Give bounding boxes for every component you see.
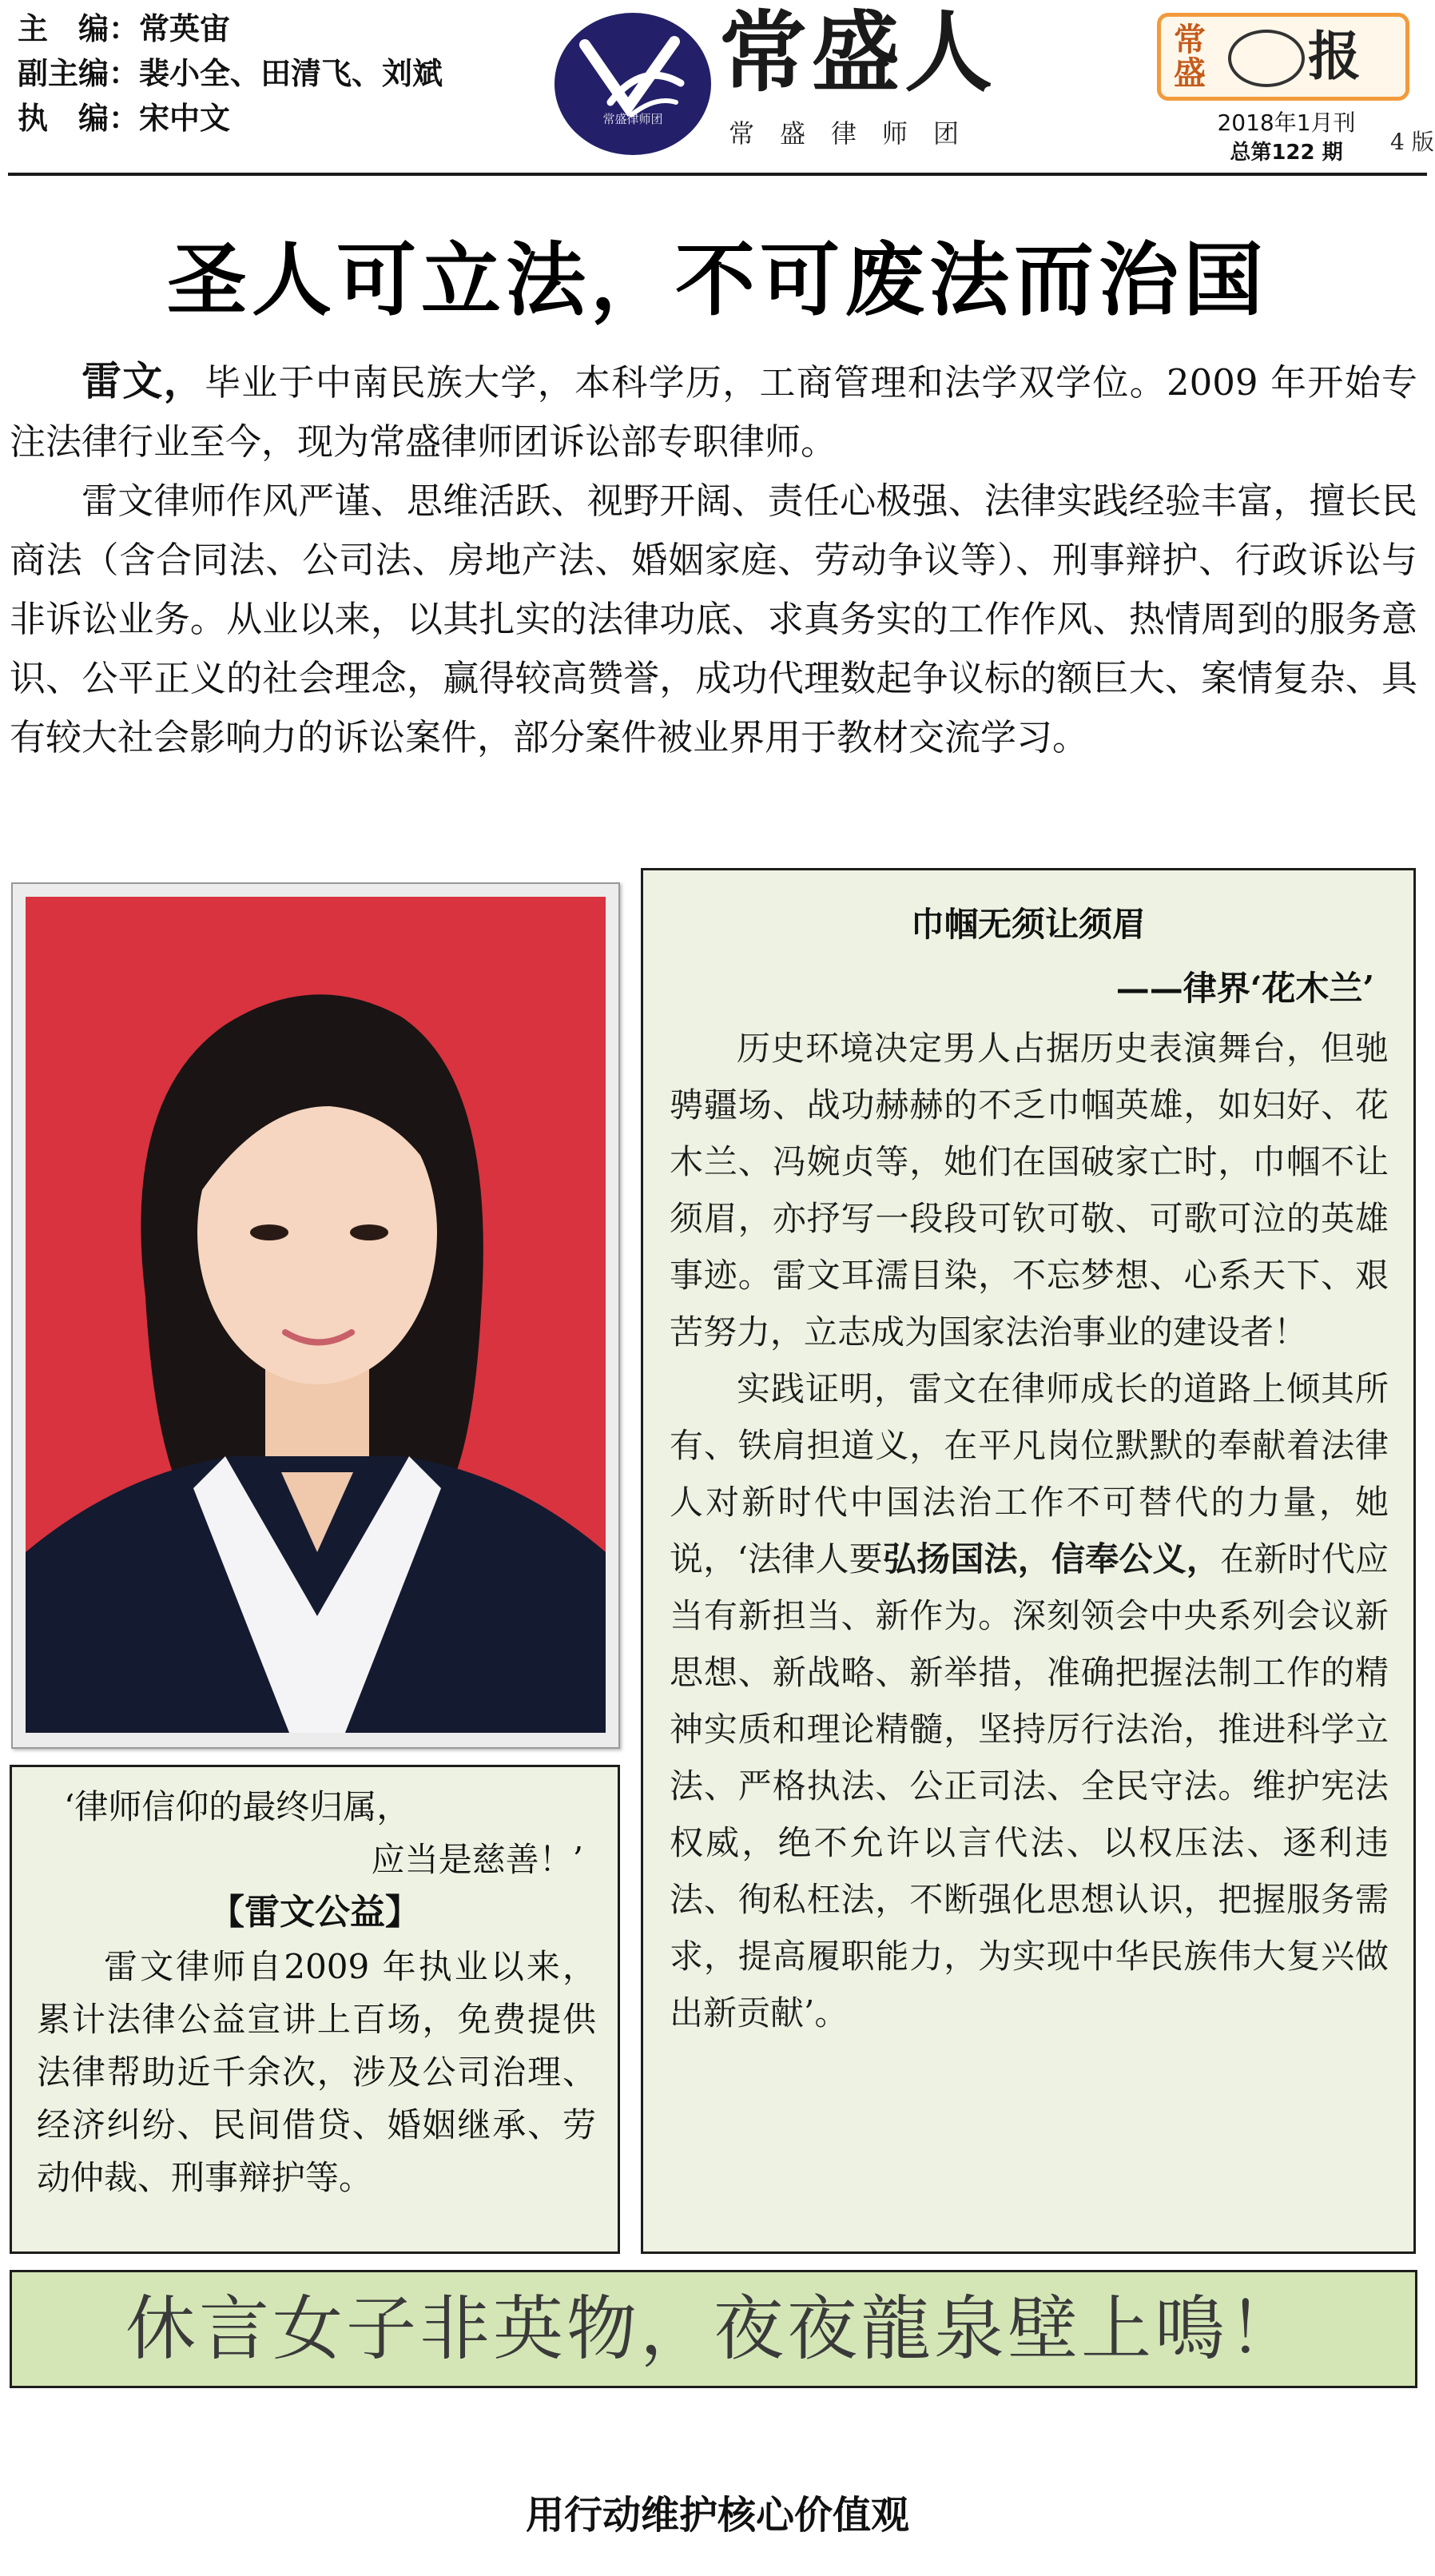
editor-role: 主 编： (18, 10, 140, 46)
editor-names: 裴小全、田清飞、刘斌 (139, 55, 443, 91)
article-title: 巾帼无须让须眉 (910, 905, 1146, 944)
intro-text: 毕业于中南民族大学，本科学历，工商管理和法学双学位。2009 年开始专注法律行业至今，现为常盛律师团诉讼部专职律师。 (10, 361, 1418, 463)
seal-icon (1228, 30, 1305, 87)
badge-word: 报 (1308, 25, 1361, 87)
badge-char: 盛 (1174, 54, 1206, 92)
editor-row-executive (18, 96, 529, 141)
firm-logo-icon (555, 13, 711, 155)
masthead-brand-sub: 常盛律师团 (729, 118, 985, 149)
page-number: 4 版 (1390, 129, 1434, 155)
section-heading: 用行动维护核心价值观 (525, 2493, 909, 2538)
issue-number: 总第122 期 (1230, 141, 1343, 165)
editor-role: 副主编： (18, 55, 140, 91)
page-title: 圣人可立法，不可废法而治国 (167, 233, 1268, 327)
article-paragraph (670, 1360, 1389, 2041)
slogan-text: 休言女子非英物，夜夜龍泉壁上鳴！ (125, 2287, 1302, 2370)
charity-title: 【雷文公益】 (209, 1892, 420, 1933)
quote-line: 应当是慈善！’ (371, 1840, 583, 1879)
editor-role: 执 编： (18, 100, 140, 136)
lawyer-name: 雷文， (81, 357, 205, 404)
editor-names: 常英宙 (139, 10, 231, 46)
editor-row-deputy (18, 51, 529, 96)
intro-paragraph (10, 352, 1417, 472)
lawyer-portrait-photo (11, 882, 620, 1749)
editor-credits (18, 6, 529, 141)
article-emphasis: 弘扬国法，信奉公义， (882, 1539, 1221, 1579)
editor-names: 宋中文 (139, 100, 231, 136)
lawyer-intro (10, 352, 1417, 767)
intro-paragraph: 雷文律师作风严谨、思维活跃、视野开阔、责任心极强、法律实践经验丰富，擅长民商法（含合同法、公司法、房地产法、婚姻家庭、劳动争议等）、刑事辩护、行政诉讼与非诉讼业务。从业以来，以其扎实的法律功底、求真务实的工作作风、热情周到的服务意识、公平正义的社会理念，赢得较高赞誉，成功代理数起争议标的额巨大、案情复杂、具有较大社会影响力的诉讼案件，部分案件被业界用于教材交流学习。 (10, 480, 1417, 758)
newspaper-badge (1157, 13, 1409, 101)
logo-caption: 常盛律师团 (602, 112, 663, 126)
quote-line: ‘律师信仰的最终归属， (64, 1787, 411, 1826)
article-body (670, 1020, 1389, 2041)
editor-row-chief (18, 6, 529, 51)
charity-body (37, 1941, 596, 2204)
masthead-divider (8, 173, 1427, 176)
article-subtitle: ——律界‘花木兰’ (1115, 969, 1374, 1008)
badge-char: 常 (1174, 21, 1206, 58)
article-paragraph: 历史环境决定男人占据历史表演舞台，但驰骋疆场、战功赫赫的不乏巾帼英雄，如妇好、花木兰、冯婉贞等，她们在国破家亡时，巾帼不让须眉，亦抒写一段段可钦可敬、可歌可泣的英雄事迹。雷文耳濡目染，不忘梦想、心系天下、艰苦努力，立志成为国家法治事业的建设者！ (670, 1029, 1389, 1352)
issue-date: 2018年1月刊 (1217, 109, 1356, 136)
charity-paragraph: 雷文律师自2009 年执业以来，累计法律公益宣讲上百场，免费提供法律帮助近千余次，涉及公司治理、经济纠纷、民间借贷、婚姻继承、劳动仲裁、刑事辩护等。 (37, 1947, 596, 2197)
article-text: 实践证明，雷文在律师成长的道路上倾其所有、铁肩担道义，在平凡岗位默默的奉献着法律人对新时代中国法治工作不可替代的力量，她说，‘法律人要 (670, 1369, 1389, 1579)
masthead-brand: 常盛人 (719, 1, 997, 104)
article-text: 在新时代应当有新担当、新作为。深刻领会中央系列会议新思想、新战略、新举措，准确把握法制工作的精神实质和理论精髓，坚持厉行法治，推进科学立法、严格执法、公正司法、全民守法。维护宪法权威，绝不允许以言代法、以权压法、逐利违法、徇私枉法，不断强化思想认识，把握服务需求，提高履职能力，为实现中华民族伟大复兴做出新贡献’。 (670, 1539, 1389, 2033)
